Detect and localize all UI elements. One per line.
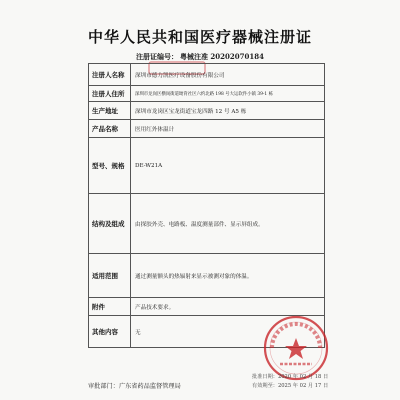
approver-label: 审批部门： (88, 383, 119, 390)
registration-number-label: 注册证编号： (135, 52, 178, 61)
row-label: 其他内容 (89, 316, 131, 347)
row-scope (89, 254, 324, 298)
approval-date-line (252, 373, 392, 382)
row-value: 通过测量额头的热辐射来显示被测对象的体温。 (135, 273, 253, 280)
certificate-table (88, 63, 325, 348)
row-structure (89, 194, 324, 254)
row-production-address (89, 102, 324, 120)
official-seal (262, 314, 330, 382)
row-label: 适用范围 (89, 254, 131, 297)
row-label: 生产地址 (89, 102, 131, 119)
row-label: 结构及组成 (89, 194, 131, 253)
row-value: 由探胶外壳、电路板、温度测量部件、显示屏组成。 (135, 221, 264, 228)
row-label: 附件 (89, 298, 131, 315)
row-registrant-address (89, 86, 324, 102)
row-label: 型号、规格 (89, 138, 131, 193)
expiry-date-label: 有效期至： (252, 383, 278, 389)
registration-number: 粤械注准 20202070184 (179, 52, 264, 61)
expiry-date-line (252, 382, 392, 391)
approver-line (88, 381, 181, 390)
row-value: 无 (135, 329, 141, 336)
approval-date-label: 批准日期： (252, 374, 278, 380)
row-value: 产品技术要求。 (135, 304, 175, 311)
row-product-name (89, 120, 324, 138)
row-registrant-name (89, 64, 324, 86)
row-model-spec (89, 138, 324, 194)
row-label: 产品名称 (89, 120, 131, 137)
row-value: 深圳市龙岗区横岗街道坳背社区六约北路 198 号大运软件小镇 39-1 栋 (135, 91, 273, 97)
row-label: 注册人住所 (89, 86, 131, 101)
dates-block (252, 373, 392, 391)
approver-name: 广东省药品监督管理局 (118, 383, 181, 390)
row-value: DE-W21A (135, 162, 163, 169)
certificate-title: 中华人民共和国医疗器械注册证 (87, 28, 312, 46)
row-value: 深圳市德力凯医疗设备股份有限公司 (135, 72, 225, 79)
row-value: 深圳市龙岗区宝龙街道宝龙四路 12 号 A5 栋 (135, 108, 247, 115)
row-label: 注册人名称 (89, 64, 131, 85)
expiry-date: 2025 年 02 月 17 日 (277, 383, 329, 389)
row-value: 医用红外体温计 (135, 126, 175, 133)
approval-date: 2020 年 02 月 18 日 (277, 374, 329, 380)
